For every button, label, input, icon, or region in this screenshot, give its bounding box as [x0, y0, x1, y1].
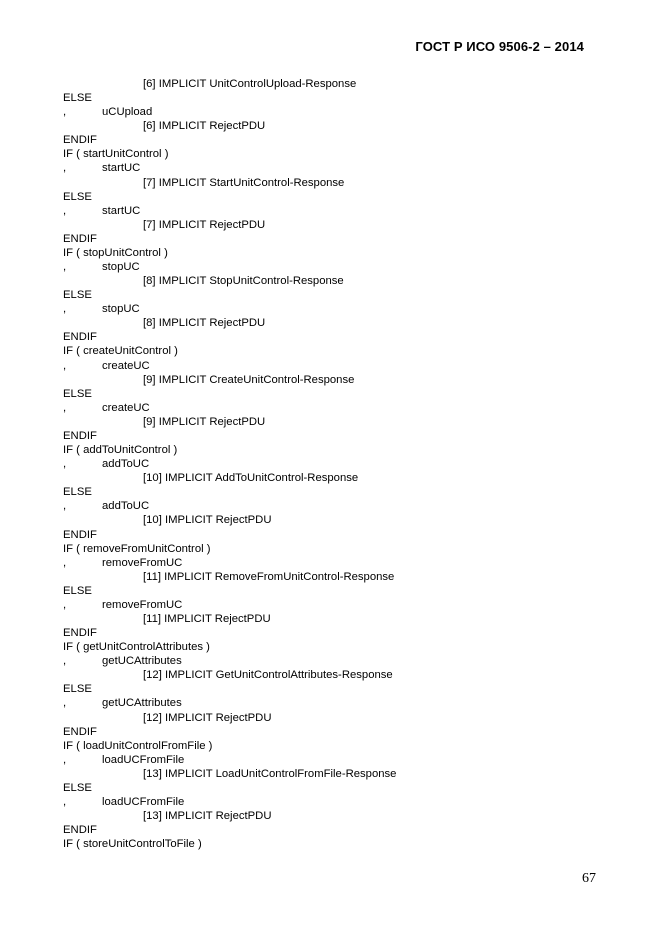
- code-line: [63, 161, 603, 175]
- code-line: [63, 485, 603, 499]
- code-line: [63, 711, 603, 725]
- code-line: [63, 767, 603, 781]
- code-line: [63, 837, 603, 851]
- code-line-text: ELSE: [63, 92, 92, 105]
- code-line-text: removeFromUC: [102, 556, 183, 569]
- code-line: [63, 316, 603, 330]
- code-line-text: [12] IMPLICIT RejectPDU: [143, 711, 272, 724]
- code-line: [63, 584, 603, 598]
- code-line-text: uCUpload: [102, 106, 153, 119]
- code-line-text: [10] IMPLICIT RejectPDU: [143, 514, 272, 527]
- code-line: [63, 218, 603, 232]
- code-line-text: IF ( loadUnitControlFromFile ): [63, 739, 213, 752]
- code-line: [63, 725, 603, 739]
- code-line-text: ENDIF: [63, 627, 97, 640]
- code-line-text: [9] IMPLICIT CreateUnitControl-Response: [143, 373, 355, 386]
- code-line-comma: ,: [63, 753, 67, 766]
- code-line: [63, 682, 603, 696]
- code-line-text: [13] IMPLICIT LoadUnitControlFromFile-Response: [143, 767, 397, 780]
- code-line: [63, 753, 603, 767]
- code-line: [63, 499, 603, 513]
- code-line: [63, 457, 603, 471]
- code-line: [63, 598, 603, 612]
- code-line: [63, 415, 603, 429]
- code-line-text: ENDIF: [63, 331, 97, 344]
- code-line: [63, 288, 603, 302]
- code-line: [63, 542, 603, 556]
- code-line-text: ELSE: [63, 781, 92, 794]
- code-line-comma: ,: [63, 598, 67, 611]
- code-line-comma: ,: [63, 359, 67, 372]
- code-line-text: [12] IMPLICIT GetUnitControlAttributes-Response: [143, 669, 393, 682]
- code-line: [63, 781, 603, 795]
- code-line-text: IF ( startUnitControl ): [63, 148, 169, 161]
- code-line-comma: ,: [63, 106, 67, 119]
- code-line-text: [11] IMPLICIT RejectPDU: [143, 612, 271, 625]
- code-line-text: [11] IMPLICIT RemoveFromUnitControl-Response: [143, 570, 395, 583]
- code-line: [63, 640, 603, 654]
- code-line: [63, 795, 603, 809]
- code-line-text: ELSE: [63, 289, 92, 302]
- code-line: [63, 626, 603, 640]
- code-line: [63, 204, 603, 218]
- code-line-text: startUC: [102, 204, 141, 217]
- code-line-text: stopUC: [102, 261, 140, 274]
- code-line: [63, 77, 603, 91]
- code-line: [63, 443, 603, 457]
- code-line-text: createUC: [102, 401, 150, 414]
- code-line: [63, 302, 603, 316]
- code-line-text: loadUCFromFile: [102, 795, 185, 808]
- code-line-text: [7] IMPLICIT StartUnitControl-Response: [143, 176, 345, 189]
- code-line: [63, 246, 603, 260]
- code-line-comma: ,: [63, 795, 67, 808]
- code-line-comma: ,: [63, 697, 67, 710]
- code-line: [63, 91, 603, 105]
- code-line-text: ENDIF: [63, 725, 97, 738]
- code-line: [63, 696, 603, 710]
- code-line: [63, 668, 603, 682]
- code-line: [63, 739, 603, 753]
- code-line: [63, 133, 603, 147]
- code-line: [63, 359, 603, 373]
- code-line-text: startUC: [102, 162, 141, 175]
- code-line-comma: ,: [63, 303, 67, 316]
- code-line-text: createUC: [102, 359, 150, 372]
- code-line-text: [8] IMPLICIT StopUnitControl-Response: [143, 275, 344, 288]
- code-line-text: [6] IMPLICIT RejectPDU: [143, 120, 266, 133]
- code-line: [63, 344, 603, 358]
- code-line-text: ENDIF: [63, 429, 97, 442]
- code-line: [63, 147, 603, 161]
- asn1-code-listing: [63, 77, 603, 851]
- code-line-text: ELSE: [63, 486, 92, 499]
- code-line: [63, 513, 603, 527]
- code-line-text: ENDIF: [63, 824, 97, 837]
- code-line-text: IF ( createUnitControl ): [63, 345, 178, 358]
- code-line: [63, 570, 603, 584]
- code-line-text: getUCAttributes: [102, 655, 182, 668]
- code-line-text: ELSE: [63, 683, 92, 696]
- page-number: 67: [582, 871, 596, 886]
- code-line-text: ENDIF: [63, 134, 97, 147]
- code-line-comma: ,: [63, 458, 67, 471]
- code-line-text: IF ( storeUnitControlToFile ): [63, 838, 202, 851]
- code-line-text: ELSE: [63, 584, 92, 597]
- code-line-text: [8] IMPLICIT RejectPDU: [143, 317, 266, 330]
- code-line-text: IF ( removeFromUnitControl ): [63, 542, 211, 555]
- code-line-text: ENDIF: [63, 528, 97, 541]
- code-line: [63, 401, 603, 415]
- code-line: [63, 612, 603, 626]
- code-line: [63, 809, 603, 823]
- code-line: [63, 823, 603, 837]
- code-line-comma: ,: [63, 401, 67, 414]
- code-line: [63, 176, 603, 190]
- code-line-text: IF ( addToUnitControl ): [63, 444, 178, 457]
- document-header: ГОСТ Р ИСО 9506-2 – 2014: [415, 39, 584, 54]
- code-line-comma: ,: [63, 556, 67, 569]
- code-line-text: [7] IMPLICIT RejectPDU: [143, 218, 266, 231]
- code-line-comma: ,: [63, 500, 67, 513]
- code-line-text: addToUC: [102, 458, 150, 471]
- code-line: [63, 654, 603, 668]
- code-line: [63, 471, 603, 485]
- code-line-text: loadUCFromFile: [102, 753, 185, 766]
- code-line-text: getUCAttributes: [102, 697, 182, 710]
- code-line-text: addToUC: [102, 500, 150, 513]
- code-line-text: stopUC: [102, 303, 140, 316]
- code-line-comma: ,: [63, 655, 67, 668]
- code-line-text: removeFromUC: [102, 598, 183, 611]
- code-line: [63, 528, 603, 542]
- code-line-comma: ,: [63, 204, 67, 217]
- code-line-text: IF ( getUnitControlAttributes ): [63, 641, 210, 654]
- code-line-text: [10] IMPLICIT AddToUnitControl-Response: [143, 472, 359, 485]
- code-line-text: [6] IMPLICIT UnitControlUpload-Response: [143, 78, 357, 90]
- code-line-text: [13] IMPLICIT RejectPDU: [143, 810, 272, 823]
- code-line: [63, 105, 603, 119]
- code-line-text: ENDIF: [63, 232, 97, 245]
- code-line-text: ELSE: [63, 190, 92, 203]
- code-line: [63, 260, 603, 274]
- code-line: [63, 232, 603, 246]
- code-line: [63, 190, 603, 204]
- code-line: [63, 119, 603, 133]
- code-line: [63, 556, 603, 570]
- code-line-text: IF ( stopUnitControl ): [63, 246, 168, 259]
- code-line: [63, 330, 603, 344]
- code-line: [63, 274, 603, 288]
- code-line: [63, 373, 603, 387]
- code-line: [63, 387, 603, 401]
- code-line-text: [9] IMPLICIT RejectPDU: [143, 415, 266, 428]
- code-line: [63, 429, 603, 443]
- code-line-comma: ,: [63, 162, 67, 175]
- code-line-text: ELSE: [63, 387, 92, 400]
- code-line-comma: ,: [63, 261, 67, 274]
